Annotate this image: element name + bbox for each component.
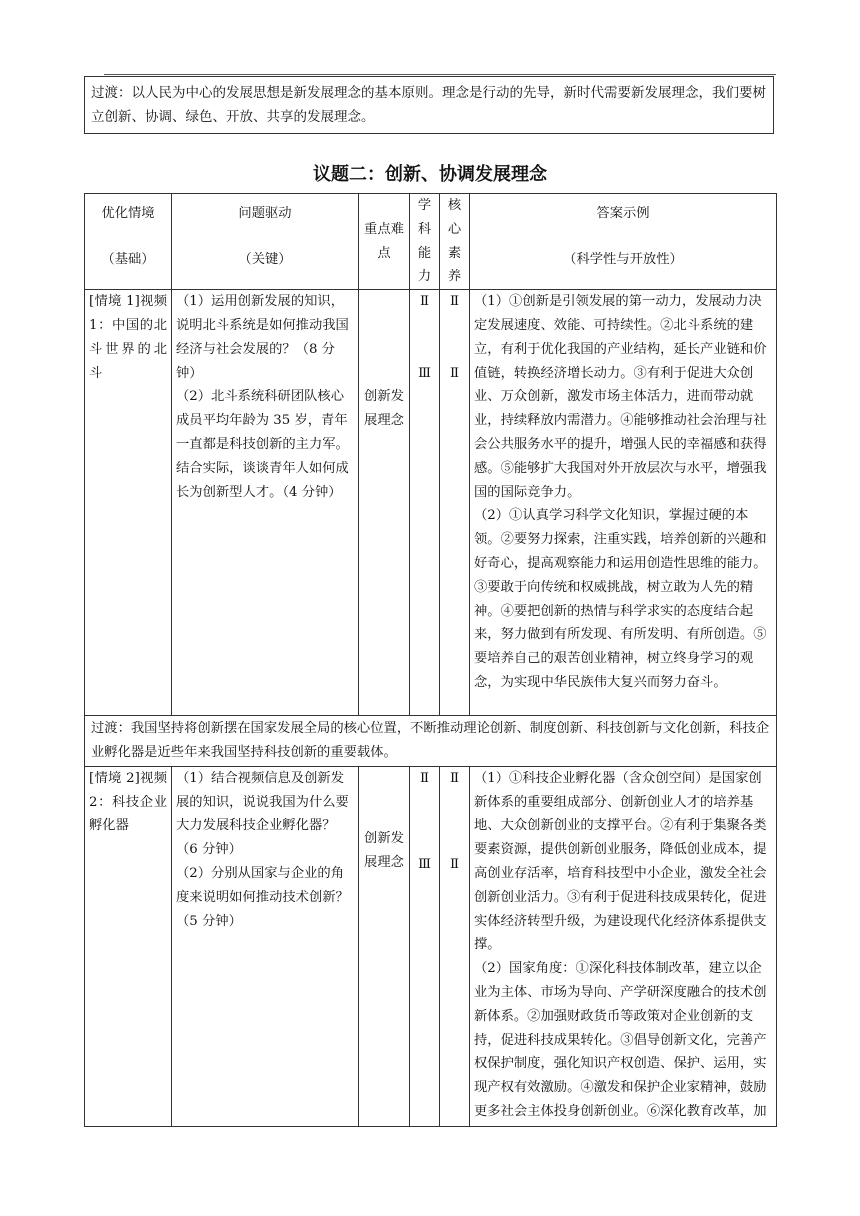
answer-item: （1）①科技企业孵化器（含众创空间）是国家创新体系的重要组成部分、创新创业人才的培养基地、大众创新创业的支撑平台。②有利于集聚各类要素资源，提供创新创业服务，降低创业成本，提高创业存活率，培育科技型中小企业，激发全社会创新创业活力。③有利于促进科技成果转化，促进实体经济转型升级，为建设现代化经济体系提供支撑。 — [474, 770, 767, 953]
top-transition-text: 过渡：以人民为中心的发展思想是新发展理念的基本原则。理念是行动的先导，新时代需要新发展理念，我们要树立创新、协调、绿色、开放、共享的发展理念。 — [91, 85, 766, 125]
top-transition-box — [84, 76, 774, 134]
question-cell — [172, 766, 359, 1126]
table-header-row — [85, 194, 777, 290]
literacy-cell: Ⅱ Ⅱ — [440, 290, 470, 716]
ability-cell: Ⅱ Ⅲ — [410, 766, 440, 1126]
keypoint-cell: 创新发展理念 — [359, 766, 410, 1126]
header-scenario: 优化情境 （基础） — [85, 194, 172, 290]
literacy-cell: Ⅱ Ⅱ — [440, 766, 470, 1126]
question-item: （2）北斗系统科研团队核心成员平均年龄为 35 岁，青年一直都是科技创新的主力军。结合实际，谈谈青年人如何成长为创新型人才。（4 分钟） — [176, 389, 349, 500]
transition-row — [85, 716, 777, 767]
header-keypoint: 重点难点 — [359, 194, 410, 290]
question-cell — [172, 290, 359, 716]
question-item: （1）结合视频信息及创新发展的知识，说说我国为什么要大力发展科技企业孵化器？（6 分钟） — [176, 770, 349, 858]
question-item: （1）运用创新发展的知识，说明北斗系统是如何推动我国经济与社会发展的？（8 分钟） — [176, 294, 349, 381]
table-row — [85, 290, 777, 716]
header-answer: 答案示例 （科学性与开放性） — [470, 194, 777, 290]
scenario-cell: [情境 2]视频 2：科技企业孵化器 — [85, 766, 172, 1126]
answer-item: （1）①创新是引领发展的第一动力，发展动力决定发展速度、效能、可持续性。②北斗系统的建立，有利于优化我国的产业结构，延长产业链和价值链，转换经济增长动力。③有利于促进大众创业、万众创新，激发市场主体活力，进而带动就业，持续释放内需潜力。④能够推动社会治理与社会公共服务水平的提升，增强人民的幸福感和获得感。⑤能够扩大我国对外开放层次与水平，增强我国的国际竞争力。 — [474, 294, 767, 500]
answer-cell — [470, 290, 777, 716]
page-top-rule — [104, 74, 776, 75]
lesson-table — [84, 193, 777, 1127]
scenario-cell: [情境 1]视频 1：中国的北斗世界的北斗 — [85, 290, 172, 716]
question-item: （2）分别从国家与企业的角度来说明如何推动技术创新？（5 分钟） — [176, 865, 349, 929]
ability-cell: Ⅱ Ⅲ — [410, 290, 440, 716]
answer-item: （2）国家角度：①深化科技体制改革，建立以企业为主体、市场为导向、产学研深度融合的技术创新体系。②加强财政货币等政策对企业创新的支持，促进科技成果转化。③倡导创新文化，完善产权保护制度，强化知识产权创造、保护、运用，实现产权有效激励。④激发和保护企业家精神，鼓励更多社会主体投身创新创业。⑥深化教育改革，加 — [474, 961, 767, 1119]
section-title: 议题二：创新、协调发展理念 — [313, 164, 547, 185]
table-row — [85, 766, 777, 1126]
answer-item: （2）①认真学习科学文化知识，掌握过硬的本领。②要努力探索，注重实践，培养创新的兴趣和好奇心，提高观察能力和运用创造性思维的能力。③要敢于向传统和权威挑战，树立敢为人先的精神。④要把创新的热情与科学求实的态度结合起来，努力做到有所发现、有所发明、有所创造。⑤要培养自己的艰苦创业精神，树立终身学习的观念，为实现中华民族伟大复兴而努力奋斗。 — [474, 508, 767, 690]
header-literacy: 核心素养 — [440, 194, 470, 290]
transition-cell: 过渡：我国坚持将创新摆在国家发展全局的核心位置，不断推动理论创新、制度创新、科技创新与文化创新，科技企业孵化器是近些年来我国坚持科技创新的重要载体。 — [85, 716, 777, 767]
keypoint-cell: 创新发展理念 — [359, 290, 410, 716]
header-question: 问题驱动 （关键） — [172, 194, 359, 290]
header-ability: 学科能力 — [410, 194, 440, 290]
answer-cell — [470, 766, 777, 1126]
